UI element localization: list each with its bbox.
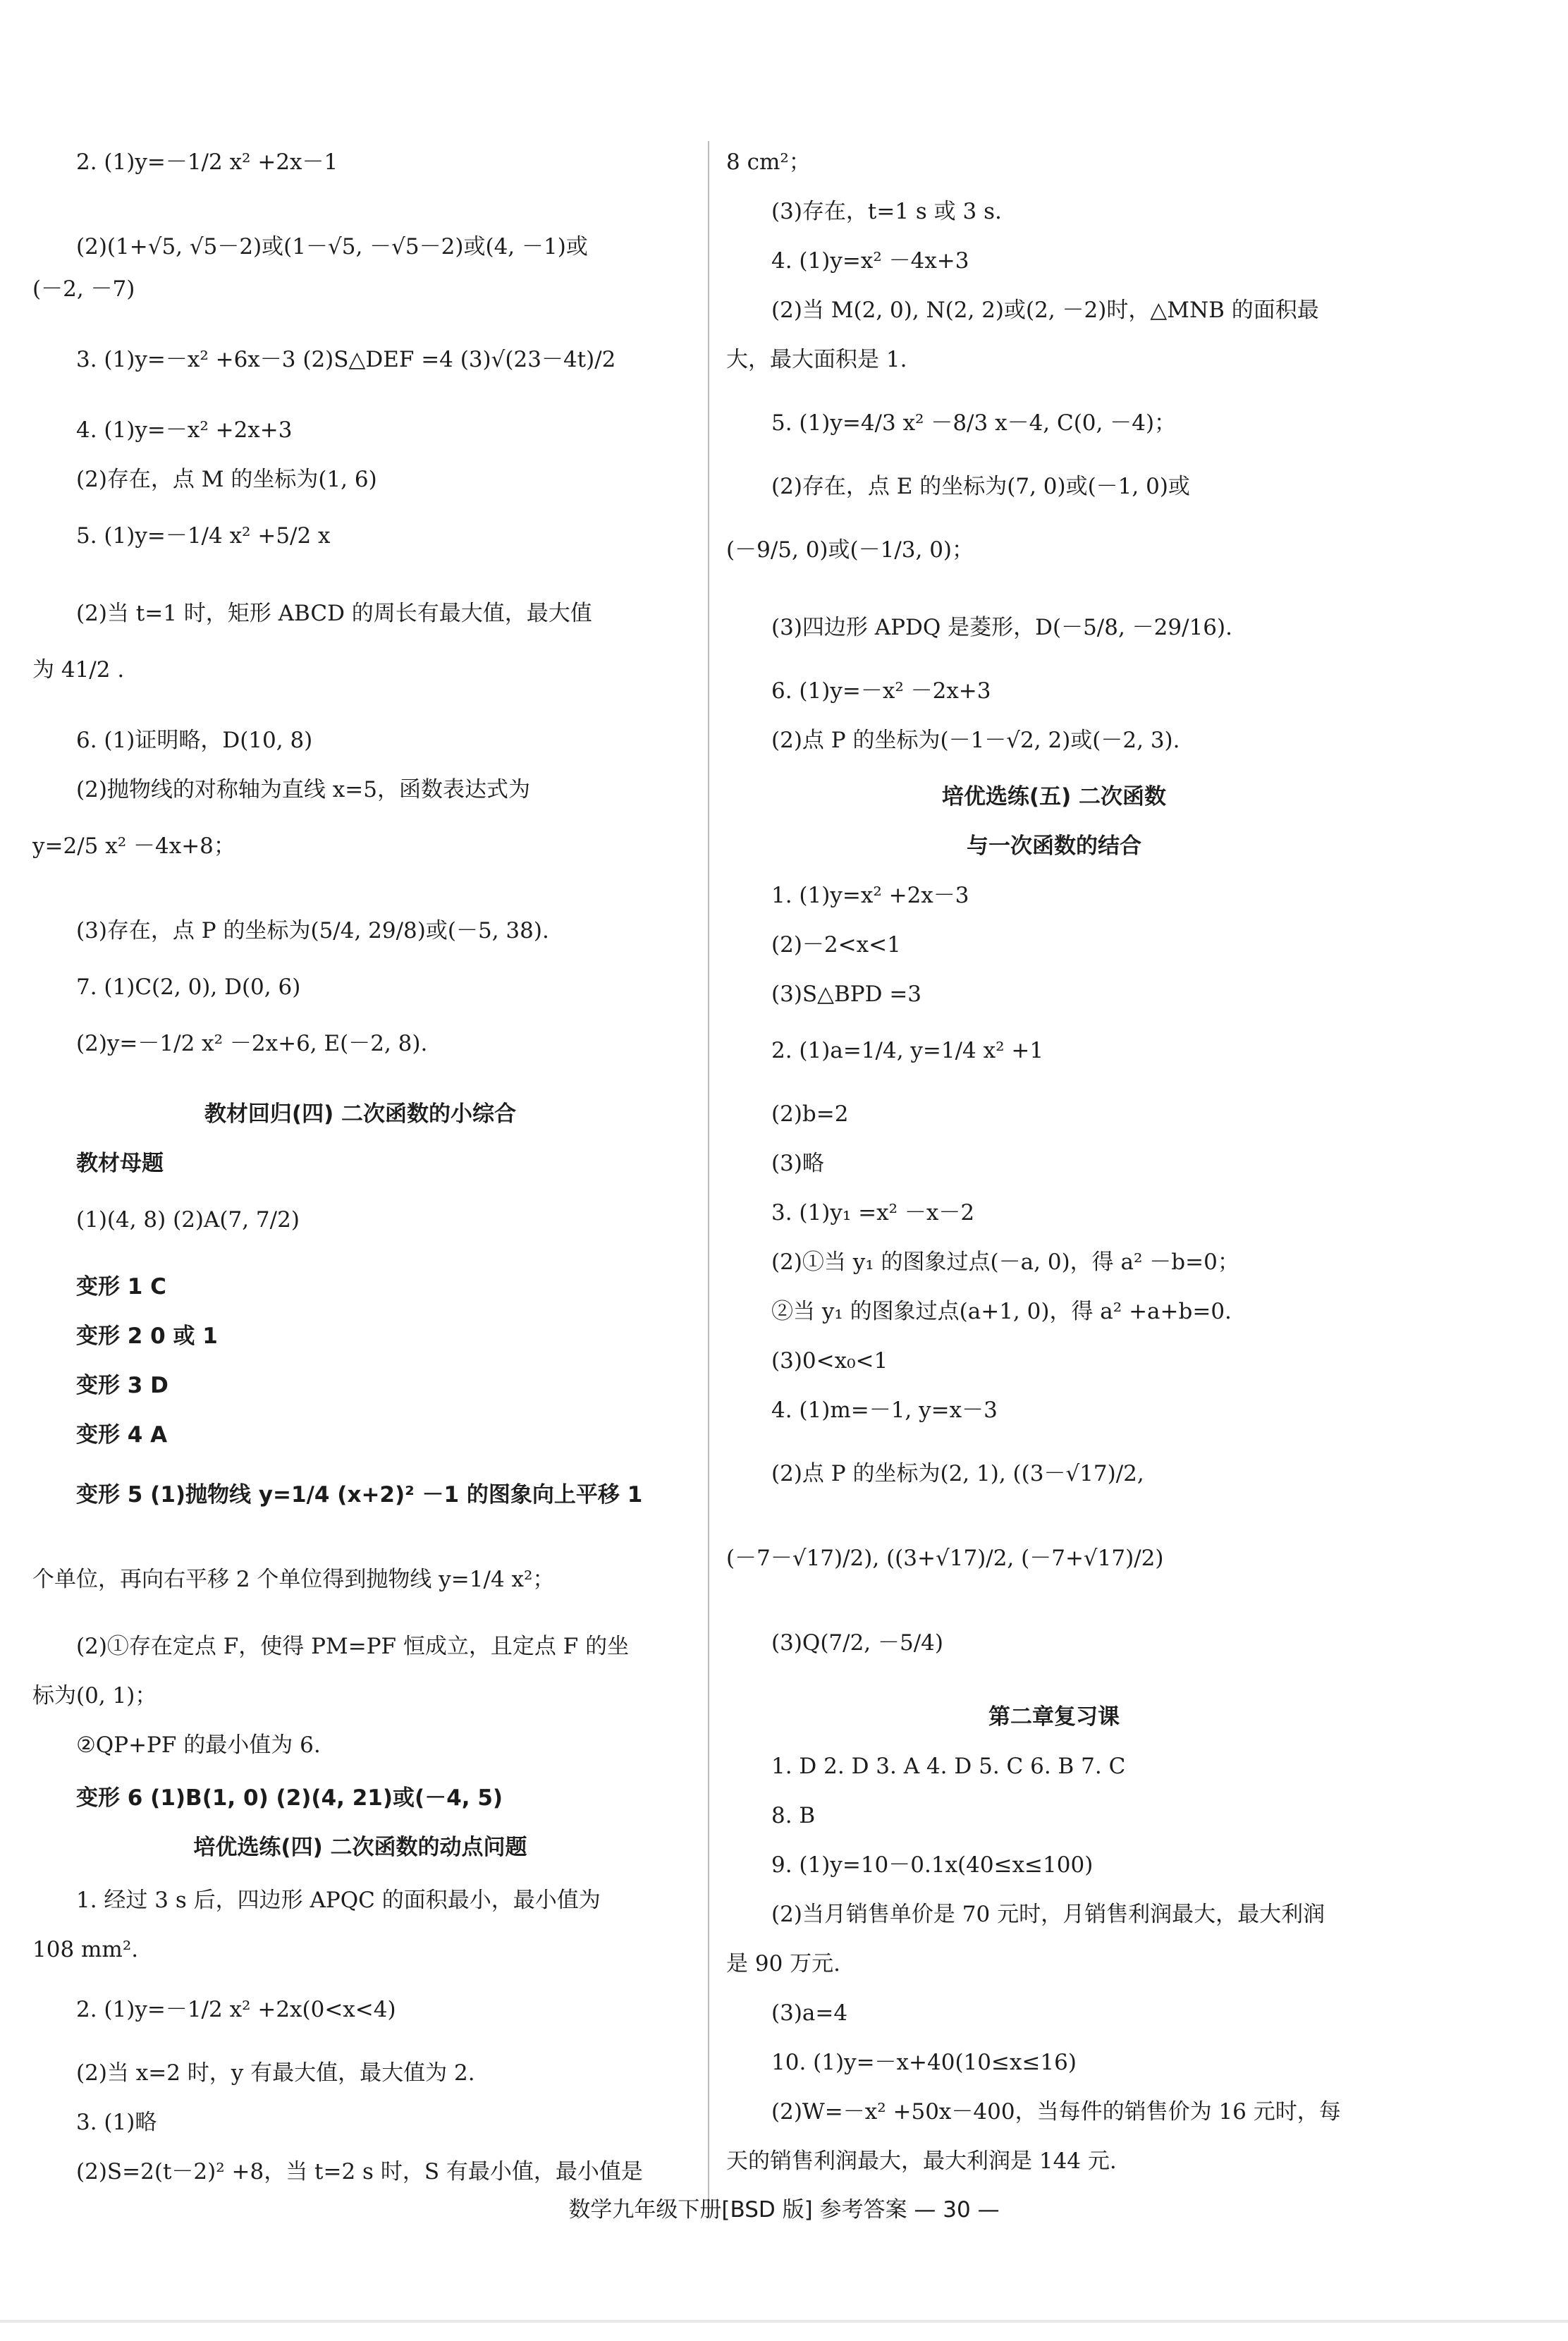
answer-line: 2. (1)a=1/4, y=1/4 x² +1 <box>771 1038 1044 1063</box>
answer-line: 9. (1)y=10－0.1x(40≤x≤100) <box>771 1852 1094 1878</box>
answer-line: 3. (1)y=－x² +6x－3 (2)S△DEF =4 (3)√(23－4t)/2 <box>76 347 616 372</box>
answer-line: (3)0<x₀<1 <box>771 1348 888 1374</box>
answer-line: (2)y=－1/2 x² －2x+6, E(－2, 8). <box>76 1031 428 1056</box>
answer-line: 6. (1)y=－x² －2x+3 <box>771 678 991 704</box>
answer-line: (2)当 t=1 时，矩形 ABCD 的周长有最大值，最大值 <box>76 601 592 626</box>
answer-line: (2)W=－x² +50x－400，当每件的销售价为 16 元时，每 <box>771 2099 1341 2125</box>
answer-line: (2)抛物线的对称轴为直线 x=5，函数表达式为 <box>76 777 530 802</box>
answer-line: 变形 3 D <box>76 1373 169 1398</box>
answer-line: (3)a=4 <box>771 2000 848 2026</box>
answer-line: 变形 5 (1)抛物线 y=1/4 (x+2)² －1 的图象向上平移 1 <box>76 1482 643 1508</box>
answer-line: 天的销售利润最大，最大利润是 144 元. <box>726 2149 1117 2174</box>
section-heading: 培优选练(四) 二次函数的动点问题 <box>193 1835 527 1860</box>
answer-line: ②QP+PF 的最小值为 6. <box>76 1732 321 1758</box>
answer-line: (－7－√17)/2), ((3+√17)/2, (－7+√17)/2) <box>726 1546 1164 1571</box>
answer-line: (3)四边形 APDQ 是菱形，D(－5/8, －29/16). <box>771 615 1232 640</box>
answer-line: (3)存在，点 P 的坐标为(5/4, 29/8)或(－5, 38). <box>76 918 549 943</box>
answer-line: (2)－2<x<1 <box>771 932 901 958</box>
answer-line: 6. (1)证明略，D(10, 8) <box>76 728 313 753</box>
answer-line: (2)①当 y₁ 的图象过点(－a, 0)，得 a² －b=0； <box>771 1249 1239 1275</box>
answer-line: (2)b=2 <box>771 1101 849 1127</box>
answer-line: 108 mm². <box>32 1937 139 1962</box>
section-heading: 第二章复习课 <box>988 1704 1120 1730</box>
answer-line: 变形 4 A <box>76 1422 168 1448</box>
answer-line: 变形 2 0 或 1 <box>76 1324 218 1349</box>
answer-line: (2)当 M(2, 0), N(2, 2)或(2, －2)时，△MNB 的面积最 <box>771 298 1319 323</box>
answer-line: (2)(1+√5, √5－2)或(1－√5, －√5－2)或(4, －1)或 <box>76 234 588 259</box>
answer-line: 变形 1 C <box>76 1274 166 1300</box>
answer-line: 1. 经过 3 s 后，四边形 APQC 的面积最小，最小值为 <box>76 1888 601 1913</box>
answer-line: (2)当月销售单价是 70 元时，月销售利润最大，最大利润 <box>771 1902 1325 1927</box>
answer-line: (－9/5, 0)或(－1/3, 0)； <box>726 537 974 563</box>
section-heading: 与一次函数的结合 <box>967 833 1141 859</box>
column-divider <box>708 141 709 2200</box>
answer-line: (3)S△BPD =3 <box>771 982 922 1007</box>
answer-line: 2. (1)y=－1/2 x² +2x(0<x<4) <box>76 1997 396 2022</box>
page-footer: 数学九年级下册[BSD 版] 参考答案 — 30 — <box>568 2197 1000 2223</box>
answer-line: 1. (1)y=x² +2x－3 <box>771 883 969 908</box>
answer-line: 个单位，再向右平移 2 个单位得到抛物线 y=1/4 x²； <box>32 1567 555 1592</box>
answer-line: 1. D 2. D 3. A 4. D 5. C 6. B 7. C <box>771 1754 1126 1779</box>
bottom-rule <box>0 2320 1568 2323</box>
answer-line: (2)S=2(t－2)² +8，当 t=2 s 时，S 有最小值，最小值是 <box>76 2159 643 2184</box>
answer-line: 4. (1)m=－1, y=x－3 <box>771 1398 998 1423</box>
answer-line: (3)Q(7/2, －5/4) <box>771 1630 944 1656</box>
section-heading: 教材回归(四) 二次函数的小综合 <box>204 1101 517 1127</box>
answer-line: (2)点 P 的坐标为(－1－√2, 2)或(－2, 3). <box>771 728 1180 753</box>
answer-line: y=2/5 x² －4x+8； <box>32 833 235 859</box>
answer-line: (3)略 <box>771 1151 824 1176</box>
answer-line: 4. (1)y=－x² +2x+3 <box>76 417 293 443</box>
answer-line: 4. (1)y=x² －4x+3 <box>771 248 969 274</box>
answer-line: (2)①存在定点 F，使得 PM=PF 恒成立，且定点 F 的坐 <box>76 1634 630 1659</box>
answer-line: 大，最大面积是 1. <box>726 347 907 372</box>
section-heading: 培优选练(五) 二次函数 <box>941 784 1167 809</box>
answer-line: 变形 6 (1)B(1, 0) (2)(4, 21)或(－4, 5) <box>76 1785 503 1811</box>
answer-line: 8. B <box>771 1803 816 1828</box>
answer-line: 2. (1)y=－1/2 x² +2x－1 <box>76 149 338 175</box>
answer-line: 教材母题 <box>76 1151 164 1176</box>
answer-line: 为 41/2 . <box>32 657 125 683</box>
answer-line: 7. (1)C(2, 0), D(0, 6) <box>76 974 301 1000</box>
answer-line: 3. (1)略 <box>76 2110 157 2135</box>
answer-line: ②当 y₁ 的图象过点(a+1, 0)，得 a² +a+b=0. <box>771 1299 1232 1324</box>
answer-line: (2)存在，点 M 的坐标为(1, 6) <box>76 467 377 492</box>
answer-line: (2)当 x=2 时，y 有最大值，最大值为 2. <box>76 2060 475 2086</box>
answer-line: 5. (1)y=4/3 x² －8/3 x－4, C(0, －4)； <box>771 410 1177 436</box>
answer-line: 标为(0, 1)； <box>32 1683 157 1709</box>
answer-line: 8 cm²； <box>726 149 811 175</box>
answer-line: (1)(4, 8) (2)A(7, 7/2) <box>76 1207 300 1233</box>
answer-line: 10. (1)y=－x+40(10≤x≤16) <box>771 2050 1077 2075</box>
answer-line: (3)存在，t=1 s 或 3 s. <box>771 199 1002 224</box>
answer-line: (－2, －7) <box>32 276 135 302</box>
answer-line: (2)点 P 的坐标为(2, 1), ((3－√17)/2, <box>771 1461 1144 1486</box>
answer-line: 5. (1)y=－1/4 x² +5/2 x <box>76 523 331 549</box>
answer-line: 3. (1)y₁ =x² －x－2 <box>771 1200 975 1225</box>
answer-line: (2)存在，点 E 的坐标为(7, 0)或(－1, 0)或 <box>771 474 1190 499</box>
answer-line: 是 90 万元. <box>726 1951 841 1976</box>
